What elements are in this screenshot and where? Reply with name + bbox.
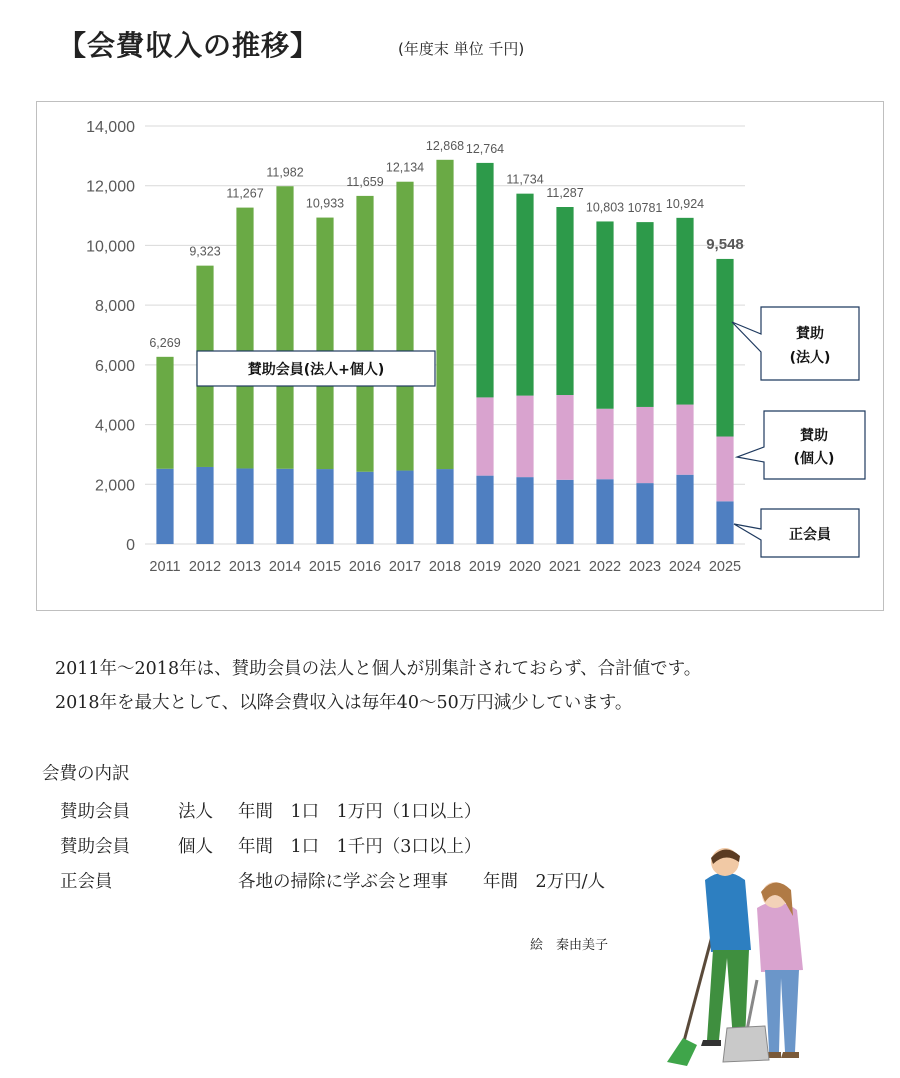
total-label: 11,734 <box>506 172 544 187</box>
bar-segment-regular <box>316 469 333 544</box>
x-tick-label: 2019 <box>468 559 502 575</box>
callout-box-corporate <box>732 307 859 380</box>
x-tick-label: 2015 <box>308 559 342 575</box>
notes <box>55 652 701 720</box>
member-type: 賛助会員 <box>60 802 130 822</box>
bar-segment-regular <box>396 471 413 544</box>
membership-fee-chart <box>37 102 883 610</box>
chart-frame <box>36 101 884 611</box>
bar-segment-supporting_individual <box>556 395 573 480</box>
bar-segment-supporting_individual <box>516 396 533 478</box>
y-tick-label: 4,000 <box>94 417 135 435</box>
unit-note: (年度末 単位 千円) <box>398 40 525 58</box>
total-label: 11,267 <box>226 186 264 201</box>
bar-segment-regular <box>516 477 533 544</box>
x-tick-label: 2016 <box>348 559 382 575</box>
bar-segment-regular <box>556 480 573 544</box>
x-tick-label: 2020 <box>508 559 542 575</box>
total-label: 12,764 <box>465 141 505 156</box>
page-title: 【会費収入の推移】 <box>58 29 320 62</box>
x-tick-label: 2013 <box>228 559 262 575</box>
y-tick-label: 2,000 <box>94 477 135 495</box>
breakdown-row <box>42 863 605 898</box>
member-subtype: 法人 <box>178 802 213 822</box>
bar-segment-supporting_corporate <box>516 194 533 396</box>
note-line: 2011年～2018年は、賛助会員の法人と個人が別集計されておらず、合計値です。 <box>55 659 702 679</box>
cleaning-people-illustration <box>665 840 835 1070</box>
bar-segment-supporting_corporate <box>476 163 493 397</box>
bar-segment-supporting_individual <box>596 409 613 479</box>
total-label: 10,803 <box>585 200 625 215</box>
bar-segment-regular <box>276 469 293 544</box>
bar-segment-supporting_individual <box>476 397 493 475</box>
total-label: 9,548 <box>706 235 744 253</box>
bar-segment-supporting_combined <box>396 182 413 471</box>
bar-segment-regular <box>356 472 373 544</box>
y-tick-label: 6,000 <box>94 357 135 375</box>
total-label: 12,134 <box>385 160 425 175</box>
bar-segment-regular <box>156 469 173 544</box>
y-tick-label: 8,000 <box>94 298 135 316</box>
bar-segment-supporting_corporate <box>676 218 693 405</box>
callout-corporate-line1: 賛助 <box>796 326 824 342</box>
y-tick-label: 10,000 <box>86 238 135 256</box>
x-tick-label: 2017 <box>388 559 422 575</box>
total-label: 10781 <box>627 201 663 216</box>
bar-segment-regular <box>636 483 653 544</box>
x-tick-label: 2021 <box>548 559 582 575</box>
x-tick-label: 2012 <box>188 559 222 575</box>
total-label: 10,924 <box>665 196 705 211</box>
bar-segment-supporting_corporate <box>596 221 613 408</box>
bar-segment-regular <box>716 501 733 544</box>
bar-segment-supporting_corporate <box>716 259 733 437</box>
bar-segment-regular <box>476 476 493 544</box>
total-label: 9,323 <box>189 244 221 259</box>
bar-segment-regular <box>436 469 453 544</box>
bar-segment-supporting_combined <box>356 196 373 472</box>
member-type: 正会員 <box>60 872 113 892</box>
total-label: 11,659 <box>346 174 384 189</box>
callout-regular: 正会員 <box>789 527 831 543</box>
total-label: 10,933 <box>305 196 345 211</box>
y-tick-label: 12,000 <box>86 178 135 196</box>
fee-detail: 年間 1口 1万円（1口以上） <box>238 802 482 822</box>
bar-segment-regular <box>596 479 613 544</box>
member-type: 賛助会員 <box>60 837 130 857</box>
total-label: 11,982 <box>266 165 304 180</box>
fee-detail: 年間 1口 1千円（3口以上） <box>238 837 482 857</box>
breakdown-row <box>42 828 605 863</box>
callout-corporate-line2: (法人) <box>789 350 831 366</box>
total-label: 6,269 <box>149 335 181 350</box>
breakdown-heading: 会費の内訳 <box>42 764 130 784</box>
illustration-credit: 絵 秦由美子 <box>530 938 609 953</box>
x-tick-label: 2025 <box>708 559 742 575</box>
total-label: 11,287 <box>546 186 584 201</box>
bar-segment-supporting_individual <box>676 405 693 475</box>
bar-segment-regular <box>196 467 213 544</box>
x-tick-label: 2011 <box>149 559 181 575</box>
x-tick-label: 2018 <box>428 559 462 575</box>
callout-box-individual <box>737 411 865 479</box>
bar-segment-supporting_combined <box>156 357 173 469</box>
bar-segment-supporting_corporate <box>636 222 653 407</box>
y-tick-label: 0 <box>126 537 135 554</box>
bar-segment-supporting_combined <box>436 160 453 469</box>
total-label: 12,868 <box>425 138 465 153</box>
bar-segment-supporting_individual <box>716 437 733 502</box>
member-subtype: 個人 <box>178 837 213 857</box>
x-tick-label: 2022 <box>588 559 622 575</box>
bar-segment-supporting_combined <box>316 218 333 469</box>
bar-segment-regular <box>236 468 253 544</box>
note-line: 2018年を最大として、以降会費収入は毎年40～50万円減少しています。 <box>55 693 633 713</box>
breakdown-row <box>42 793 605 828</box>
bar-segment-regular <box>676 475 693 544</box>
x-tick-label: 2024 <box>668 559 702 575</box>
bar-segment-supporting_combined <box>276 186 293 469</box>
bar-segment-supporting_combined <box>236 208 253 469</box>
fee-breakdown <box>42 760 605 898</box>
callout-combined: 賛助会員(法人+個人) <box>247 362 385 378</box>
bar-segment-supporting_corporate <box>556 207 573 395</box>
fee-detail: 各地の掃除に学ぶ会と理事 年間 2万円/人 <box>238 872 606 892</box>
x-tick-label: 2023 <box>628 559 662 575</box>
x-tick-label: 2014 <box>268 559 302 575</box>
y-tick-label: 14,000 <box>86 119 135 136</box>
callout-individual-line1: 賛助 <box>800 428 828 444</box>
callout-individual-line2: (個人) <box>793 451 835 467</box>
bar-segment-supporting_individual <box>636 407 653 483</box>
